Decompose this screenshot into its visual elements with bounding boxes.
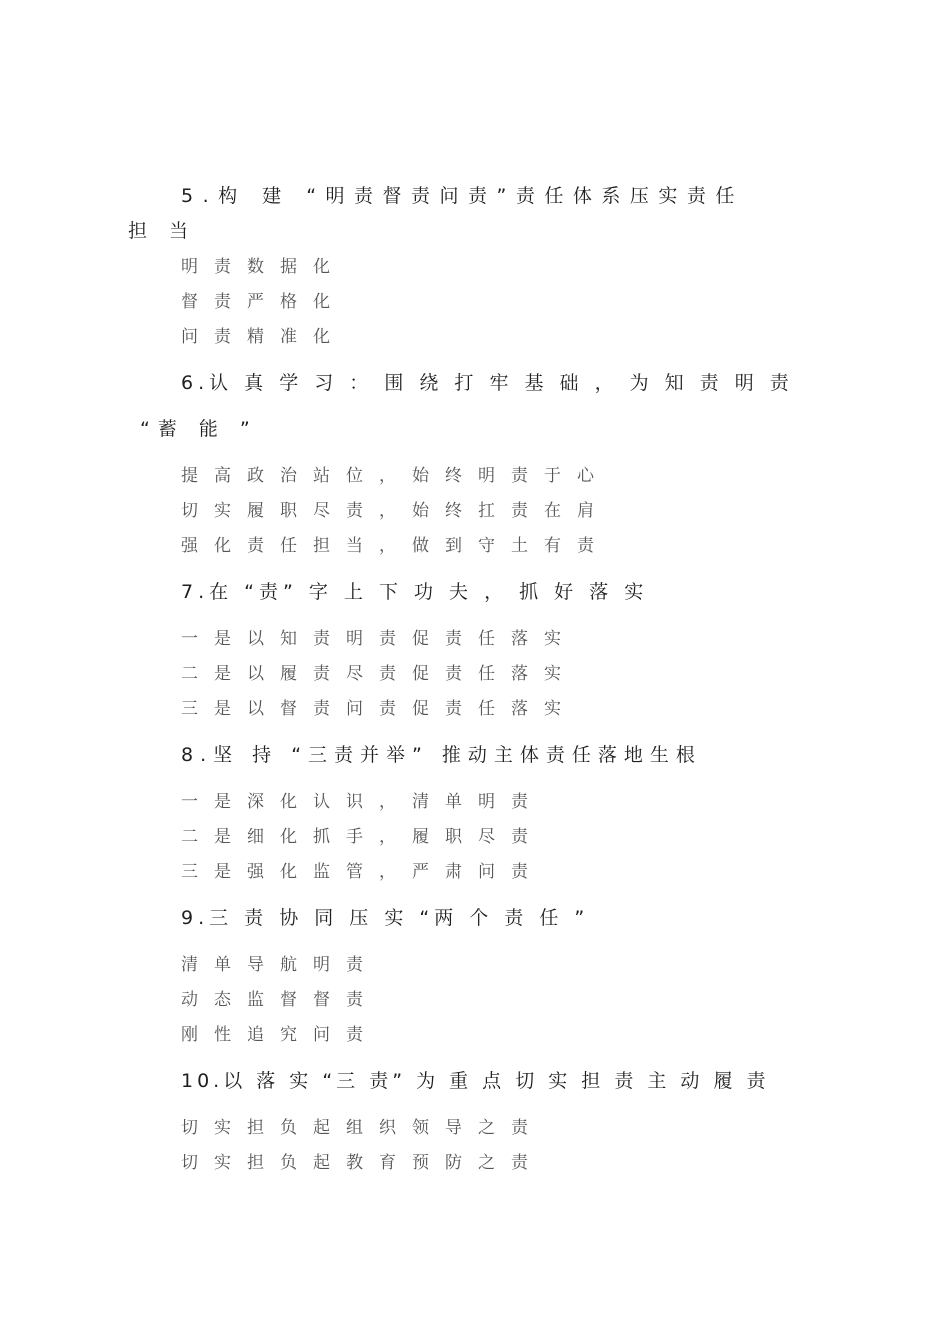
section-6-heading: 6.认 真 学 习 ： 围 绕 打 牢 基 础 ， 为 知 责 明 责 [181,372,794,394]
section-5-item-3: 问责精准化 [181,327,346,347]
section-8-item-2: 二是细化抓手，履职尽责 [181,827,544,847]
section-5-item-1: 明责数据化 [181,257,346,277]
section-9-item-3: 刚性追究问责 [181,1025,379,1045]
section-7-item-1: 一是以知责明责促责任落实 [181,629,577,649]
section-6-item-1: 提高政治站位，始终明责于心 [181,466,610,486]
section-6-heading-cont: “蓄 能 ” [140,418,258,440]
section-9-item-2: 动态监督督责 [181,990,379,1010]
section-10-item-1: 切实担负起组织领导之责 [181,1118,544,1138]
section-5-heading: 5.构 建 “明责督责问责”责任体系压实责任 [181,185,744,207]
section-7-heading: 7.在 “责” 字 上 下 功 夫 ， 抓 好 落 实 [181,581,649,603]
section-9-item-1: 清单导航明责 [181,955,379,975]
section-5-item-2: 督责严格化 [181,292,346,312]
section-7-item-2: 二是以履责尽责促责任落实 [181,664,577,684]
section-8-heading: 8.坚 持 “三责并举” 推动主体责任落地生根 [181,744,702,766]
section-8-item-1: 一是深化认识，清单明责 [181,792,544,812]
section-10-heading: 10.以 落 实 “三 责” 为 重 点 切 实 担 责 主 动 履 责 [181,1070,770,1092]
section-6-item-3: 强化责任担当，做到守土有责 [181,536,610,556]
section-10-item-2: 切实担负起教育预防之责 [181,1153,544,1173]
section-7-item-3: 三是以督责问责促责任落实 [181,699,577,719]
section-8-item-3: 三是强化监管，严肃问责 [181,862,544,882]
section-5-heading-cont: 担 当 [128,220,197,242]
section-9-heading: 9.三 责 协 同 压 实 “两 个 责 任 ” [181,907,590,929]
section-6-item-2: 切实履职尽责，始终扛责在肩 [181,501,610,521]
